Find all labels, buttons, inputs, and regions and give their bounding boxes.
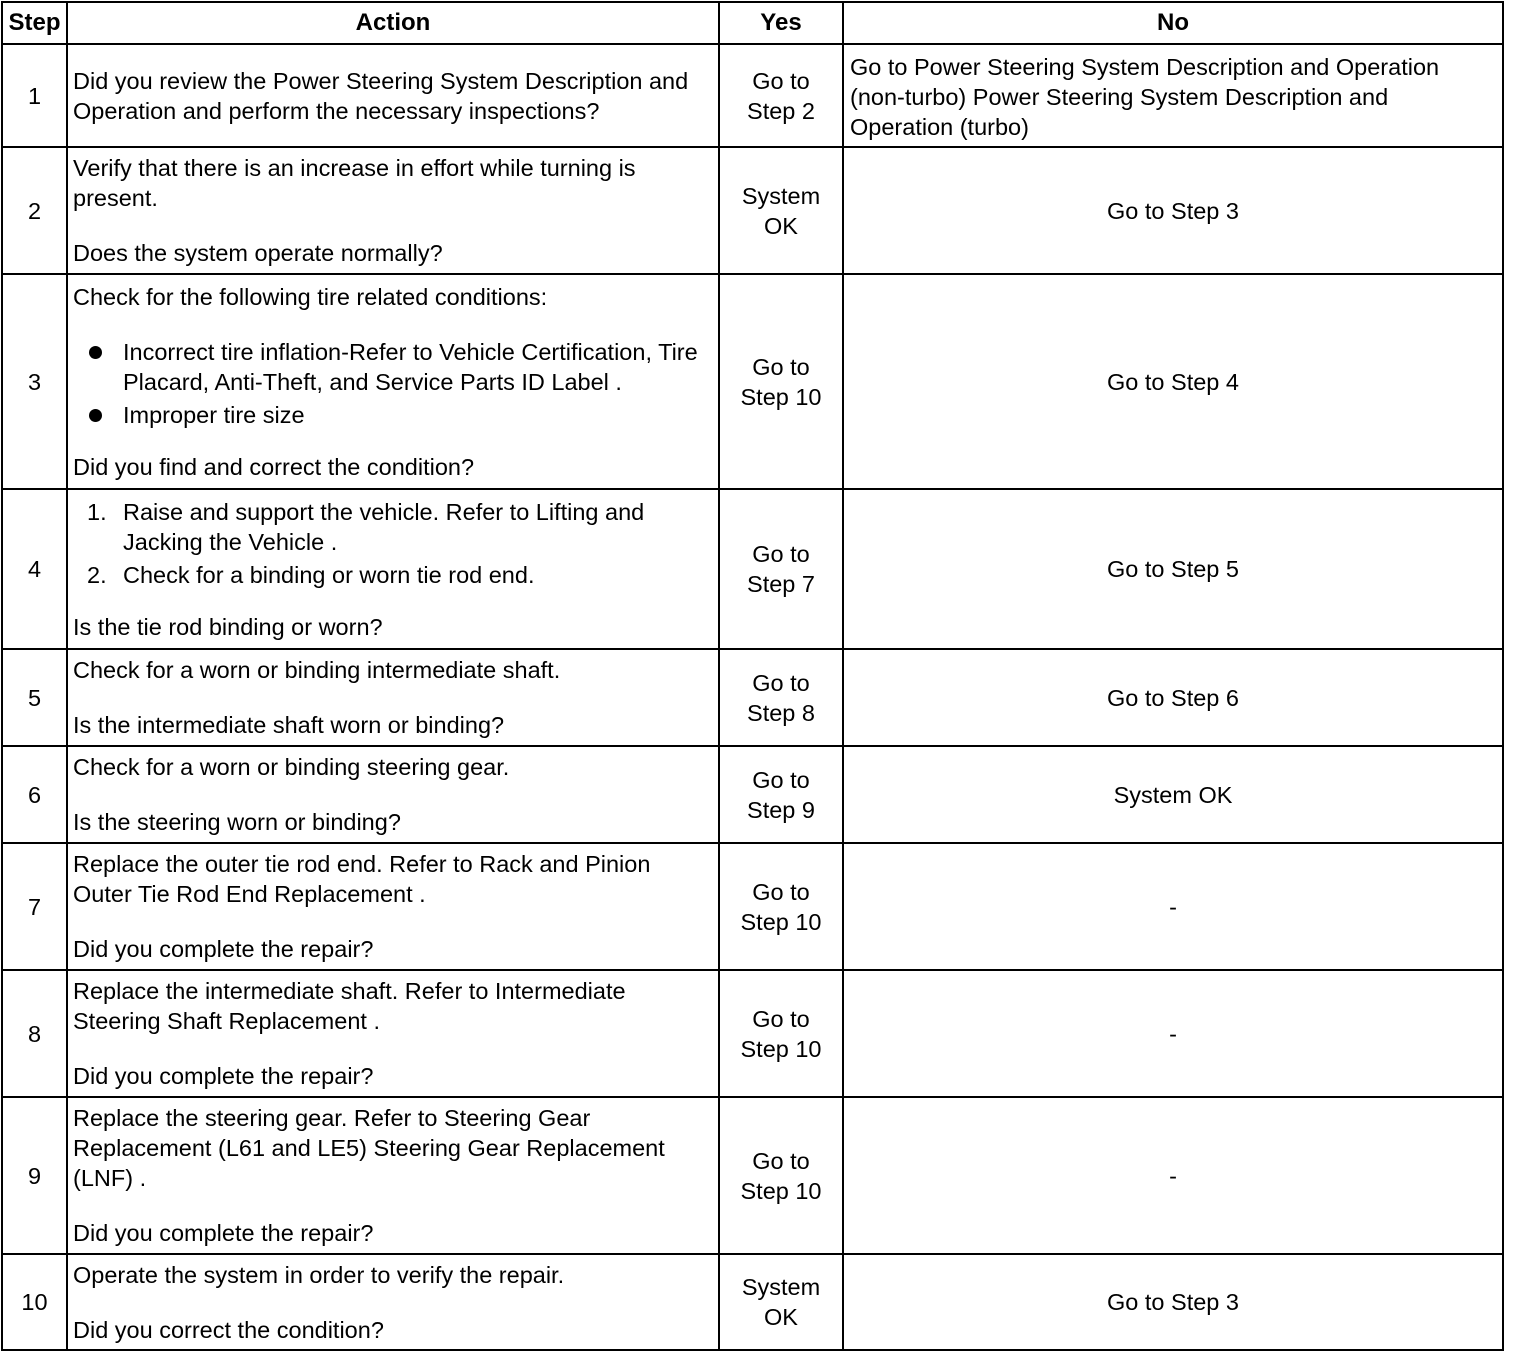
action-text: Check for a worn or binding intermediate shaft. [73,657,561,683]
yes-line: Step 10 [740,1177,822,1204]
list-item-number: 2. [87,561,107,588]
yes-line: Step 7 [747,571,815,597]
bullet-icon [89,409,102,422]
table-row-step-1 [2,44,1503,147]
action-question: Does the system operate normally? [73,240,443,266]
action-cell [67,1097,719,1254]
yes-line: Go to [752,541,810,567]
action-question: Did you complete the repair? [73,1220,374,1246]
table-row-step-7 [2,843,1503,970]
no-cell: Go to Step 4 [843,274,1503,489]
action-cell [67,489,719,649]
action-cell [67,649,719,746]
table-row-step-5 [2,649,1503,746]
action-cell [67,44,719,147]
action-text: Operate the system in order to verify the repair. [73,1261,565,1288]
yes-line: Go to [752,766,810,793]
diagnostic-table [1,1,1504,1351]
header-yes: Yes [719,2,843,44]
step-number: 10 [2,1254,67,1350]
list-item-text: Incorrect tire inflation-Refer to Vehicle Certification, Tire Placard, Anti-Theft, and Service Parts ID Label . [123,338,698,395]
step-number: 9 [2,1097,67,1254]
action-question: Did you find and correct the condition? [73,453,475,480]
no-cell: - [843,970,1503,1097]
condition-list [73,337,713,430]
no-cell: - [843,1097,1503,1254]
action-cell [67,843,719,970]
action-question: Did you correct the condition? [73,1316,384,1343]
yes-cell [719,970,843,1097]
list-item [73,497,713,557]
action-text: Check for a worn or binding steering gear. [73,754,510,780]
yes-line: Step 10 [740,383,822,410]
yes-cell [719,147,843,274]
no-cell: Go to Power Steering System Description and Operation (non-turbo) Power Steering System Description and Operation (turbo) [843,44,1503,147]
step-number: 7 [2,843,67,970]
step-number: 5 [2,649,67,746]
table-row-step-2 [2,147,1503,274]
list-item-number: 1. [87,498,107,525]
yes-line: Step 2 [747,97,815,124]
action-cell [67,1254,719,1350]
table-row-step-4 [2,489,1503,649]
action-cell [67,147,719,274]
header-step: Step [2,2,67,44]
list-item-text: Raise and support the vehicle. Refer to Lifting and Jacking the Vehicle . [123,498,645,555]
yes-line: Go to [752,1005,810,1032]
action-text: Replace the intermediate shaft. Refer to Intermediate Steering Shaft Replacement . [73,978,626,1034]
action-text: Replace the outer tie rod end. Refer to Rack and Pinion Outer Tie Rod End Replacement . [73,851,651,907]
yes-cell [719,843,843,970]
list-item [73,560,713,590]
yes-cell [719,44,843,147]
list-item [73,337,713,397]
list-item [73,400,713,430]
yes-line: System [741,1274,821,1300]
yes-cell [719,1254,843,1350]
action-question: Is the tie rod binding or worn? [73,613,383,640]
yes-line: System [741,182,821,209]
yes-cell [719,1097,843,1254]
step-number: 1 [2,44,67,147]
table-row-step-6 [2,746,1503,843]
step-number: 8 [2,970,67,1097]
yes-cell [719,489,843,649]
procedure-list [73,497,713,590]
yes-line: Go to [752,878,810,905]
yes-line: Go to [752,353,810,380]
table-row-step-8 [2,970,1503,1097]
action-question: Is the intermediate shaft worn or binding? [73,712,505,738]
yes-line: Go to [752,67,810,94]
table-row-step-3 [2,274,1503,489]
yes-line: Step 10 [740,1035,822,1062]
step-number: 2 [2,147,67,274]
no-cell: Go to Step 3 [843,1254,1503,1350]
step-number: 6 [2,746,67,843]
list-item-text: Improper tire size [123,401,305,428]
yes-line: Step 8 [747,699,815,726]
table-row-step-10 [2,1254,1503,1350]
yes-line: Go to [752,669,810,696]
no-cell: Go to Step 6 [843,649,1503,746]
yes-line: Go to [752,1147,810,1174]
step-number: 3 [2,274,67,489]
yes-cell [719,746,843,843]
list-item-text: Check for a binding or worn tie rod end. [123,561,535,588]
no-cell: System OK [843,746,1503,843]
yes-line: Step 10 [740,908,822,935]
yes-line: OK [764,1304,798,1330]
header-row [2,2,1503,44]
header-action: Action [67,2,719,44]
no-cell: Go to Step 3 [843,147,1503,274]
table-row-step-9 [2,1097,1503,1254]
action-cell [67,970,719,1097]
yes-cell [719,649,843,746]
action-cell [67,746,719,843]
yes-line: OK [764,212,798,239]
action-question: Did you complete the repair? [73,1063,374,1089]
yes-line: Step 9 [747,796,815,823]
action-question: Did you complete the repair? [73,936,374,962]
step-number: 4 [2,489,67,649]
yes-cell [719,274,843,489]
action-text: Check for the following tire related conditions: [73,283,548,310]
header-no: No [843,2,1503,44]
action-question: Is the steering worn or binding? [73,809,401,835]
action-text: Did you review the Power Steering System Description and Operation and perform the necessary inspections? [73,67,689,124]
no-cell: Go to Step 5 [843,489,1503,649]
action-cell [67,274,719,489]
action-text: Verify that there is an increase in effort while turning is present. [73,155,636,211]
action-text: Replace the steering gear. Refer to Steering Gear Replacement (L61 and LE5) Steering Gear Replacement (LNF) . [73,1105,665,1191]
bullet-icon [89,346,102,359]
no-cell: - [843,843,1503,970]
